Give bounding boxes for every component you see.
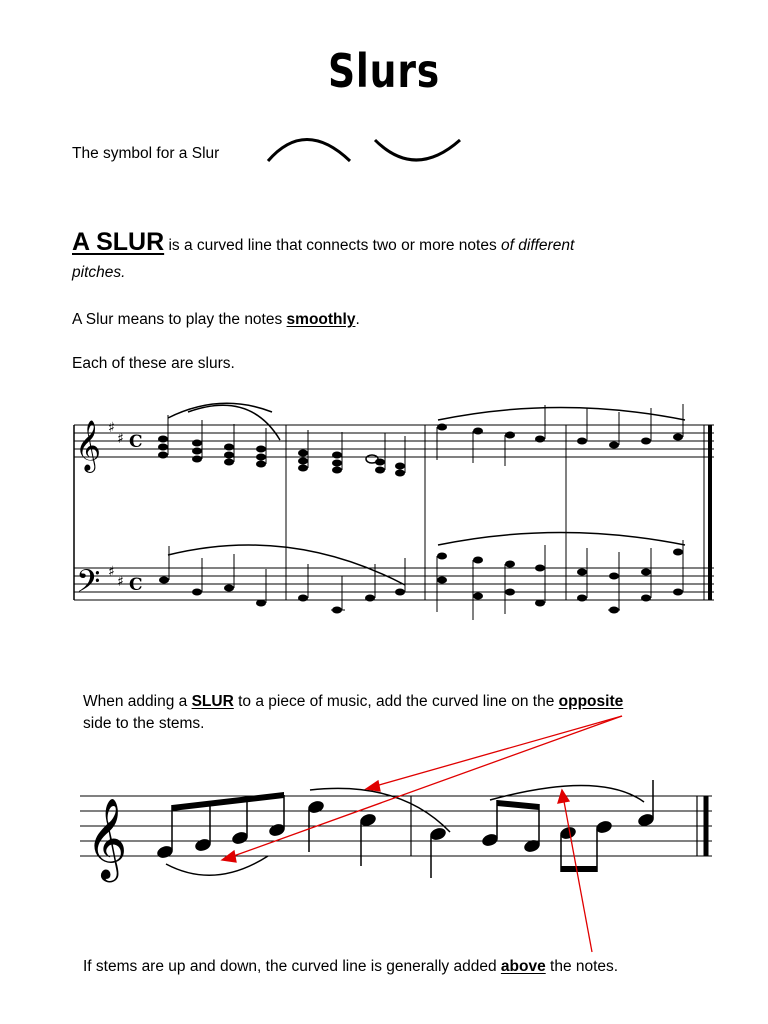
page-title: Slurs: [327, 44, 441, 98]
notes-measure-2: [429, 780, 656, 878]
slur-over: [310, 788, 450, 832]
adding-middle: to a piece of music, add the curved line on the: [238, 693, 555, 710]
sharp-icon: ♯: [108, 420, 115, 436]
sharp-icon: ♯: [117, 574, 124, 590]
adding-before: When adding a: [83, 693, 188, 710]
definition-text: is a curved line that connects two or more notes: [168, 237, 497, 254]
meaning-smoothly: smoothly: [286, 311, 356, 328]
adding-slur: SLUR: [191, 693, 234, 710]
sharp-icon: ♯: [117, 431, 124, 447]
each-caption: Each of these are slurs.: [72, 355, 235, 372]
stems-after: the notes.: [550, 958, 619, 975]
treble-clef-icon: 𝄞: [75, 420, 102, 471]
adding-line2: side to the stems.: [83, 715, 205, 732]
treble-clef-icon: 𝄞: [86, 797, 128, 879]
slur-under: [166, 856, 268, 875]
meaning-after: .: [355, 311, 360, 328]
sharp-icon: ♯: [108, 564, 115, 580]
time-signature: C: [129, 432, 143, 452]
slur-term: A SLUR: [72, 228, 165, 256]
meaning-before: A Slur means to play the notes: [72, 311, 283, 328]
definition-italic-2: pitches.: [72, 264, 126, 281]
bass-clef-icon: 𝄢: [76, 563, 101, 607]
symbol-caption: The symbol for a Slur: [72, 145, 220, 162]
stems-text: [83, 956, 743, 978]
time-signature: C: [129, 575, 143, 595]
definition-italic-1: of different: [501, 237, 575, 254]
adding-opposite: opposite: [558, 693, 624, 710]
stems-above: above: [500, 958, 546, 975]
stems-before: If stems are up and down, the curved line is generally added: [83, 958, 497, 975]
